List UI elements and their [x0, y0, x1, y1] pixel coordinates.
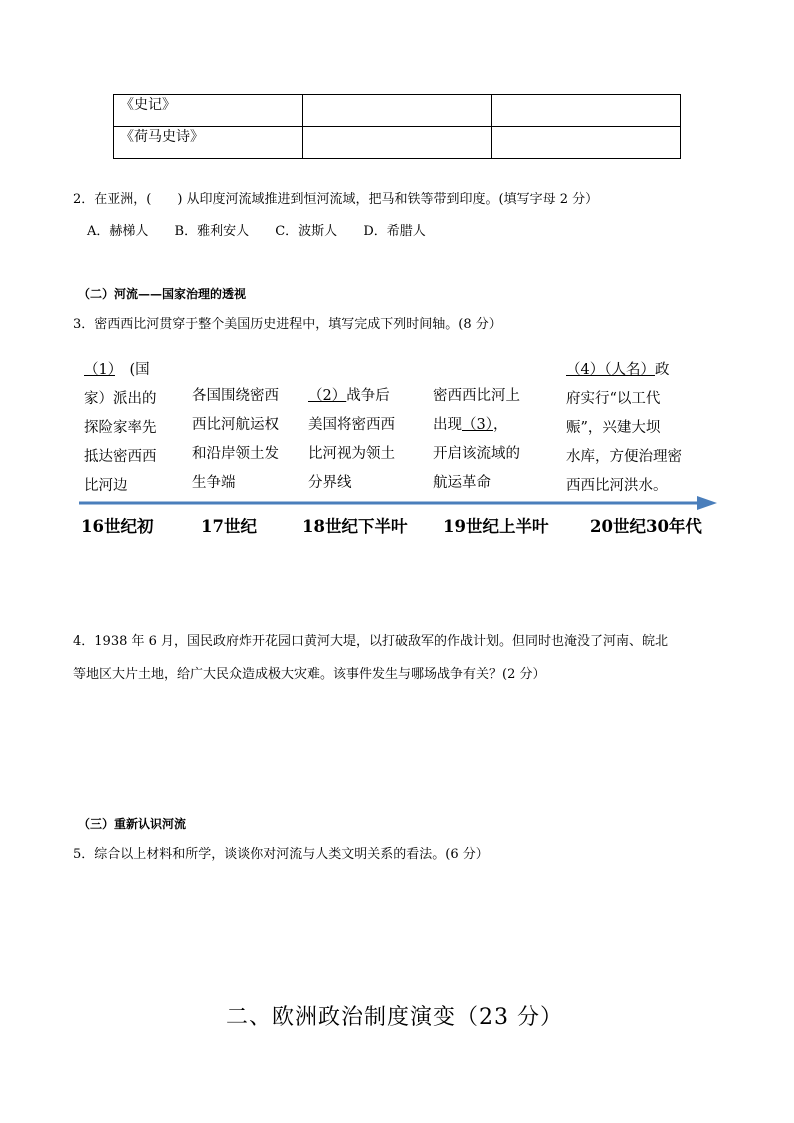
timeline-era: 19世纪上半叶: [443, 517, 549, 536]
option-c[interactable]: C．波斯人: [275, 224, 338, 239]
option-d[interactable]: D．希腊人: [363, 224, 426, 239]
timeline-event-1: [84, 356, 184, 501]
question-3: 3．密西西比河贯穿于整个美国历史进程中，填写完成下列时间轴。(8 分）: [73, 317, 502, 332]
timeline-event-5: [566, 356, 706, 501]
event-text: 抵达密西西: [84, 449, 157, 465]
question-4-line-2: 等地区大片土地，给广大民众造成极大灾难。该事件发生与哪场战争有关？(2 分）: [73, 667, 546, 682]
event-text: ，: [492, 417, 508, 433]
timeline-event-2: [192, 382, 302, 498]
answer-table: [113, 94, 681, 159]
event-text: 西西比河洪水。: [566, 478, 668, 494]
event-text: (国: [114, 362, 150, 378]
event-text: 和沿岸领土发: [192, 446, 279, 462]
event-text: 赈”，兴建大坝: [566, 420, 661, 436]
blank-2[interactable]: （2）: [308, 388, 347, 404]
table-cell: 《史记》: [114, 95, 303, 127]
timeline-arrow: [75, 494, 725, 512]
event-text: 家）派出的: [84, 391, 157, 407]
event-text: 西比河航运权: [192, 417, 279, 433]
event-text: 生争端: [192, 475, 236, 491]
timeline-era: 18世纪下半叶: [302, 517, 408, 536]
event-text: 比河边: [84, 478, 128, 494]
event-text: 航运革命: [433, 475, 491, 491]
answer-cell[interactable]: [303, 95, 492, 127]
question-2: 2．在亚洲，( ) 从印度河流域推进到恒河流域，把马和铁等带到印度。(填写字母 2 分）: [73, 192, 599, 207]
event-text: 分界线: [308, 475, 352, 491]
event-text: 密西西比河上: [433, 388, 520, 404]
arrow-head-icon: [697, 496, 717, 510]
event-text: 水库，方便治理密: [566, 449, 682, 465]
blank-1[interactable]: （1）: [84, 362, 115, 378]
question-2-options: [87, 222, 448, 242]
answer-cell[interactable]: [303, 127, 492, 159]
event-text: 比河视为领土: [308, 446, 395, 462]
blank-3[interactable]: （3）: [462, 417, 493, 433]
event-text: 战争后: [346, 388, 390, 404]
timeline-era: 17世纪: [201, 517, 257, 536]
question-4-line-1: 4．1938 年 6 月，国民政府炸开花园口黄河大堤，以打破敌军的作战计划。但同时也淹没了河南、皖北: [73, 634, 669, 649]
question-5: 5．综合以上材料和所学，谈谈你对河流与人类文明关系的看法。(6 分）: [73, 847, 489, 862]
timeline-era: 16世纪初: [81, 517, 154, 536]
blank-4[interactable]: （4）（人名）: [566, 362, 655, 378]
table-cell: 《荷马史诗》: [114, 127, 303, 159]
answer-cell[interactable]: [492, 95, 681, 127]
table-row: [114, 95, 681, 127]
timeline-era: 20世纪30年代: [590, 517, 702, 536]
event-text: 开启该流域的: [433, 446, 520, 462]
event-text: 各国围绕密西: [192, 388, 279, 404]
section-heading: （二）河流——国家治理的透视: [78, 287, 247, 301]
event-text: 探险家率先: [84, 420, 157, 436]
event-text: 美国将密西西: [308, 417, 395, 433]
table-row: [114, 127, 681, 159]
timeline-event-4: [433, 382, 553, 498]
option-b[interactable]: B．雅利安人: [174, 224, 250, 239]
timeline-event-3: [308, 382, 423, 498]
section-heading: （三）重新认识河流: [78, 817, 187, 831]
event-text: 府实行“以工代: [566, 391, 661, 407]
part-heading: 二、欧洲政治制度演变（23 分）: [226, 1005, 563, 1030]
answer-cell[interactable]: [492, 127, 681, 159]
option-a[interactable]: A．赫梯人: [87, 224, 149, 239]
event-text: 政: [654, 362, 670, 378]
event-text: 出现: [433, 417, 462, 433]
